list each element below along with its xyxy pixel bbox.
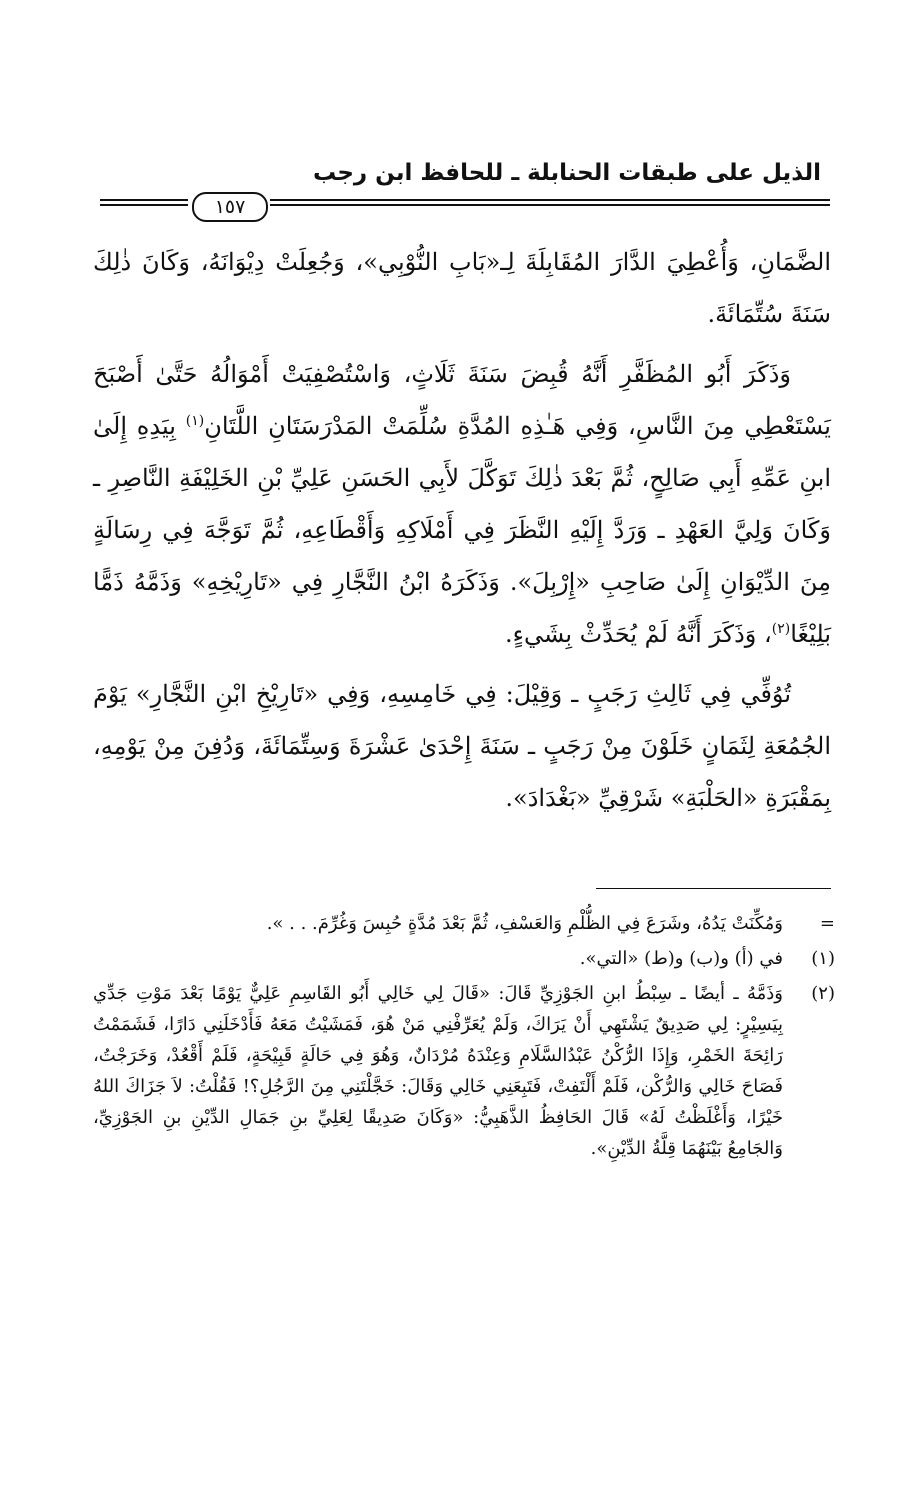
footnote-continuation [93,908,835,939]
header-rule [100,192,830,218]
main-text [93,236,831,824]
footnote-marker: (١) [811,948,835,969]
footnote-1 [93,943,835,974]
paragraph-2-part-b: بِيَدِهِ إِلَىٰ ابنِ عَمِّهِ أَبِي صَالِحٍ، ثُمَّ بَعْدَ ذٰلِكَ تَوَكَّلَ لأَبِي الحَسَنِ عَلِيِّ بْنِ الخَلِيْفَةِ النَّاصِرِ ـ وَكَانَ وَلِيَّ العَهْدِ ـ وَرَدَّ إِلَيْهِ النَّظَرَ فِي أَمْلَاكِهِ وَأَقْطَاعِهِ، ثُمَّ تَوَجَّهَ فِي رِسَالَةٍ مِنَ الدِّيْوَانِ إِلَىٰ صَاحِبِ «إِرْبِلَ». وَذَكَرَهُ ابْنُ النَّجَّارِ فِي «تَارِيْخِهِ» وَذَمَّهُ ذَمًّا بَلِيْغًا [93,412,831,648]
rule-right-bottom [270,204,830,206]
footnote-ref-2: (٢) [771,621,791,637]
paragraph-2-part-c: ، وَذَكَرَ أَنَّهُ لَمْ يُحَدِّثْ بِشَيءٍ. [505,620,772,648]
rule-left-bottom [100,204,188,206]
footnote-ref-1: (١) [185,413,205,429]
footnote-2 [93,978,835,1164]
paragraph-2-part-a: وَذَكَرَ أَبُو المُظَفَّرِ أَنَّهُ قُبِضَ سَنَةَ ثَلَاثٍ، وَاسْتُصْفِيَتْ أَمْوَالُهُ حَتَّىٰ أَصْبَحَ يَسْتَعْطِي مِنَ النَّاسِ، وَفِي هَـٰذِهِ المُدَّةِ سُلِّمَتْ المَدْرَسَتَانِ اللَّتَانِ [93,360,831,440]
paragraph-1: الضَّمَانِ، وَأُعْطِيَ الدَّارَ المُقَابِلَةَ لِـ«بَابِ النُّوْبِي»، وَجُعِلَتْ دِيْوَانَهُ، وَكَانَ ذٰلِكَ سَنَةَ سُتِّمَائَةَ. [93,248,831,328]
page-number: ١٥٧ [192,192,268,222]
rule-right-top [270,199,830,201]
footnote-marker: (٢) [811,983,835,1004]
footnote-marker: = [819,913,835,934]
running-title: الذيل على طبقات الحنابلة ـ للحافظ ابن رجب [312,160,821,186]
footnote-text: في (أ) و(ب) و(ط) «التي». [579,948,783,969]
paragraph-2 [93,348,831,660]
paragraph-3: تُوُفِّي فِي ثَالِثِ رَجَبٍ ـ وَقِيْلَ: فِي خَامِسِهِ، وَفِي «تَارِيْخِ ابْنِ النَّجَّارِ» يَوْمَ الجُمُعَةِ لِثَمَانٍ خَلَوْنَ مِنْ رَجَبٍ ـ سَنَةَ إِحْدَىٰ عَشْرَةَ وَسِتِّمَائَةَ، وَدُفِنَ مِنْ يَوْمِهِ، بِمَقْبَرَةِ «الحَلْبَةِ» شَرْقِيِّ «بَغْدَادَ». [93,680,831,812]
footnote-text: وَذَمَّهُ ـ أيضًا ـ سِبْطُ ابنِ الجَوْزِيِّ قَالَ: «قَالَ لِي خَالِي أَبُو القَاسِمِ عَلِيٌّ يَوْمًا بَعْدَ مَوْتِ جَدِّي بِيَسِيْرٍ: لِي صَدِيقٌ يَشْتَهِي أَنْ يَرَاكَ، وَلَمْ يُعَرِّفْنِي مَنْ هُوَ، فَمَشَيْتُ مَعَهُ فَأَدْخَلَنِي دَارًا، فَشَمَمْتُ رَائِحَةَ الخَمْرِ، وَإِذَا الرُّكْنُ عَبْدُالسَّلَامِ وَعِنْدَهُ مُرْدَانٌ، وَهُوَ فِي حَالَةٍ قَبِيْحَةٍ، فَلَمْ أَقْعُدْ، وَخَرَجْتُ، فَصَاحَ خَالِي وَالرُّكْن، فَلَمْ أَلْتَفِتْ، فَتَبِعَنِي خَالِي وَقَالَ: خَجَّلْتَنِي مِنَ الرَّجُلِ؟! فَقُلْتُ: لاَ جَزَاكَ اللهُ خَيْرًا، وَأَغْلَظْتُ لَهُ» قَالَ الحَافِظُ الذَّهَبِيُّ: «وَكَانَ صَدِيقًا لِعَلِيِّ بنِ جَمَالِ الدِّيْنِ بنِ الجَوْزِيِّ، وَالجَامِعُ بَيْنَهُمَا قِلَّةُ الدِّيْنِ». [93,983,783,1159]
footnotes [93,908,835,1168]
rule-left-top [100,199,188,201]
footnote-separator [596,888,831,889]
footnote-text: وَمُكِّنَتْ يَدُهُ، وشَرَعَ فِي الظُّلْمِ وَالعَسْفِ، ثُمَّ بَعْدَ مُدَّةٍ حُبِسَ وَغُرِّمَ. . . ». [266,913,783,934]
